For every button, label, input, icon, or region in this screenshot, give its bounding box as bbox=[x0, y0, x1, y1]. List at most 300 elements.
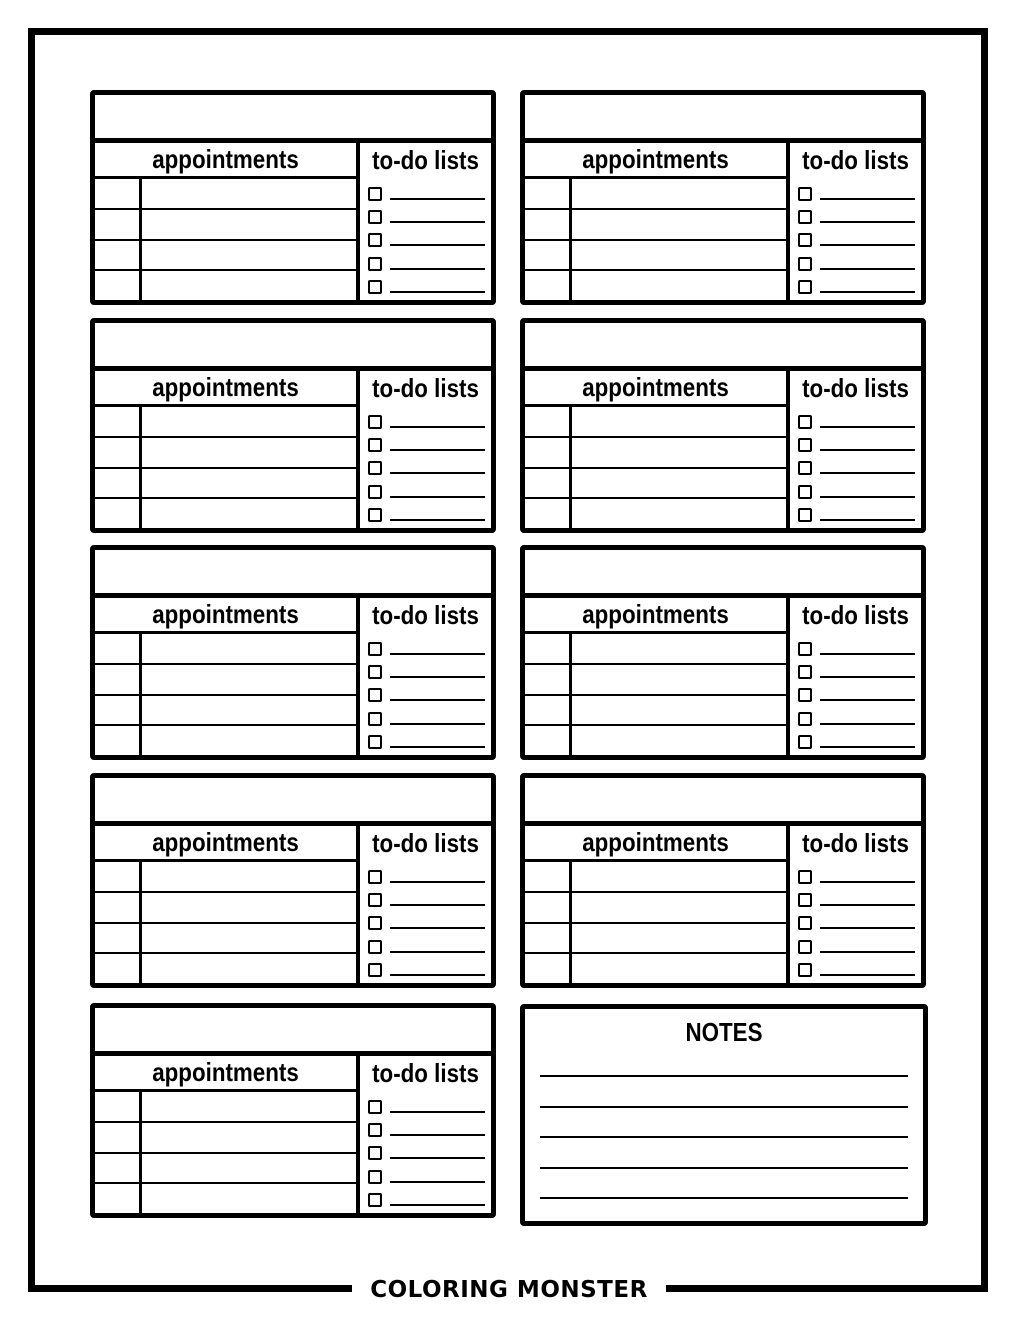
appointments-table bbox=[525, 407, 790, 528]
todo-write-line[interactable] bbox=[390, 291, 485, 293]
card-title-field[interactable] bbox=[95, 323, 491, 371]
appointment-description-cell[interactable] bbox=[572, 241, 786, 270]
checkbox-icon[interactable] bbox=[798, 461, 812, 475]
appointments-table bbox=[95, 407, 360, 528]
appointments-table bbox=[95, 862, 360, 983]
appointment-description-cell[interactable] bbox=[142, 726, 356, 755]
appointment-row bbox=[95, 665, 356, 696]
card-title-field[interactable] bbox=[525, 95, 921, 143]
appointments-table bbox=[525, 179, 790, 300]
todo-list bbox=[360, 179, 491, 300]
todo-item bbox=[798, 933, 915, 955]
appointment-time-cell[interactable] bbox=[95, 469, 142, 498]
checkbox-icon[interactable] bbox=[368, 210, 382, 224]
todo-label: to-do lists bbox=[372, 600, 479, 630]
appointment-description-cell[interactable] bbox=[572, 407, 786, 436]
checkbox-icon[interactable] bbox=[368, 233, 382, 247]
todo-write-line[interactable] bbox=[390, 1134, 485, 1136]
todo-item bbox=[798, 226, 915, 248]
checkbox-icon[interactable] bbox=[368, 415, 382, 429]
appointment-description-cell[interactable] bbox=[142, 241, 356, 270]
appointment-time-cell[interactable] bbox=[95, 499, 142, 528]
planner-card bbox=[90, 318, 496, 533]
appointment-time-cell[interactable] bbox=[95, 726, 142, 755]
appointments-table bbox=[525, 634, 790, 755]
appointment-description-cell[interactable] bbox=[142, 438, 356, 467]
checkbox-icon[interactable] bbox=[368, 916, 382, 930]
todo-item bbox=[368, 863, 485, 885]
appointment-time-cell[interactable] bbox=[525, 271, 572, 300]
appointment-time-cell[interactable] bbox=[95, 179, 142, 208]
appointments-label: appointments bbox=[582, 372, 729, 402]
checkbox-icon[interactable] bbox=[368, 735, 382, 749]
appointments-label: appointments bbox=[582, 144, 729, 174]
appointments-table bbox=[95, 1092, 360, 1213]
todo-write-line[interactable] bbox=[390, 472, 485, 474]
appointment-row bbox=[525, 210, 786, 241]
todo-item bbox=[368, 431, 485, 453]
todo-item bbox=[798, 681, 915, 703]
appointment-row bbox=[525, 469, 786, 500]
todo-write-line[interactable] bbox=[820, 291, 915, 293]
todo-label: to-do lists bbox=[802, 145, 909, 175]
appointment-description-cell[interactable] bbox=[572, 438, 786, 467]
checkbox-icon[interactable] bbox=[798, 280, 812, 294]
todo-write-line[interactable] bbox=[820, 974, 915, 976]
checkbox-icon[interactable] bbox=[368, 1100, 382, 1114]
appointment-row bbox=[95, 893, 356, 924]
checkbox-icon[interactable] bbox=[368, 642, 382, 656]
todo-write-line[interactable] bbox=[390, 1204, 485, 1206]
appointment-time-cell[interactable] bbox=[525, 499, 572, 528]
todo-item bbox=[798, 728, 915, 750]
appointment-time-cell[interactable] bbox=[525, 696, 572, 725]
brand-logo: COLORING MONSTER bbox=[370, 1277, 648, 1303]
appointment-time-cell[interactable] bbox=[95, 407, 142, 436]
appointment-row bbox=[525, 696, 786, 727]
appointments-label: appointments bbox=[152, 827, 299, 857]
checkbox-icon[interactable] bbox=[798, 688, 812, 702]
todo-item bbox=[368, 273, 485, 295]
appointment-row bbox=[95, 634, 356, 665]
appointments-table bbox=[525, 862, 790, 983]
todo-write-line[interactable] bbox=[390, 449, 485, 451]
appointments-table bbox=[95, 179, 360, 300]
appointment-row bbox=[525, 726, 786, 755]
todo-write-line[interactable] bbox=[390, 221, 485, 223]
appointment-time-cell[interactable] bbox=[95, 438, 142, 467]
appointment-row bbox=[95, 1092, 356, 1123]
todo-write-line[interactable] bbox=[820, 472, 915, 474]
checkbox-icon[interactable] bbox=[368, 257, 382, 271]
checkbox-icon[interactable] bbox=[368, 1123, 382, 1137]
appointment-row bbox=[525, 179, 786, 210]
appointment-row bbox=[95, 469, 356, 500]
todo-write-line[interactable] bbox=[820, 699, 915, 701]
notes-write-line[interactable] bbox=[540, 1106, 908, 1108]
todo-item bbox=[368, 681, 485, 703]
todo-list bbox=[360, 1092, 491, 1213]
appointment-time-cell[interactable] bbox=[95, 665, 142, 694]
todo-item bbox=[368, 1139, 485, 1161]
notes-title: NOTES bbox=[685, 1017, 763, 1047]
todo-write-line[interactable] bbox=[390, 699, 485, 701]
appointments-label: appointments bbox=[582, 599, 729, 629]
todo-item bbox=[798, 273, 915, 295]
todo-label: to-do lists bbox=[802, 600, 909, 630]
checkbox-icon[interactable] bbox=[798, 642, 812, 656]
checkbox-icon[interactable] bbox=[368, 665, 382, 679]
appointment-description-cell[interactable] bbox=[142, 1092, 356, 1121]
appointment-row bbox=[525, 924, 786, 955]
checkbox-icon[interactable] bbox=[798, 233, 812, 247]
todo-item bbox=[368, 501, 485, 523]
appointment-time-cell[interactable] bbox=[525, 862, 572, 891]
checkbox-icon[interactable] bbox=[798, 893, 812, 907]
appointment-time-cell[interactable] bbox=[95, 696, 142, 725]
notes-write-line[interactable] bbox=[540, 1197, 908, 1199]
todo-write-line[interactable] bbox=[390, 519, 485, 521]
todo-item bbox=[368, 886, 485, 908]
todo-item bbox=[368, 203, 485, 225]
appointment-time-cell[interactable] bbox=[95, 954, 142, 983]
appointment-time-cell[interactable] bbox=[95, 924, 142, 953]
appointment-time-cell[interactable] bbox=[525, 210, 572, 239]
todo-item bbox=[798, 635, 915, 657]
appointment-description-cell[interactable] bbox=[572, 665, 786, 694]
todo-write-line[interactable] bbox=[820, 746, 915, 748]
appointment-time-cell[interactable] bbox=[525, 241, 572, 270]
checkbox-icon[interactable] bbox=[798, 916, 812, 930]
todo-label: to-do lists bbox=[372, 373, 479, 403]
appointment-time-cell[interactable] bbox=[95, 1154, 142, 1183]
todo-write-line[interactable] bbox=[820, 904, 915, 906]
todo-write-line[interactable] bbox=[390, 1181, 485, 1183]
todo-item bbox=[798, 956, 915, 978]
todo-write-line[interactable] bbox=[820, 676, 915, 678]
appointment-row bbox=[95, 1154, 356, 1185]
todo-item bbox=[798, 203, 915, 225]
checkbox-icon[interactable] bbox=[368, 963, 382, 977]
appointment-description-cell[interactable] bbox=[142, 893, 356, 922]
appointment-time-cell[interactable] bbox=[95, 241, 142, 270]
appointments-header bbox=[95, 598, 360, 634]
todo-item bbox=[368, 454, 485, 476]
checkbox-icon[interactable] bbox=[368, 1146, 382, 1160]
appointment-row bbox=[95, 726, 356, 755]
checkbox-icon[interactable] bbox=[368, 508, 382, 522]
appointment-description-cell[interactable] bbox=[142, 179, 356, 208]
appointment-description-cell[interactable] bbox=[142, 1184, 356, 1213]
todo-item bbox=[798, 454, 915, 476]
todo-write-line[interactable] bbox=[820, 951, 915, 953]
appointment-time-cell[interactable] bbox=[525, 469, 572, 498]
appointment-row bbox=[95, 271, 356, 300]
todo-write-line[interactable] bbox=[820, 723, 915, 725]
appointment-time-cell[interactable] bbox=[95, 1123, 142, 1152]
appointment-row bbox=[95, 241, 356, 272]
todo-write-line[interactable] bbox=[390, 496, 485, 498]
card-title-field[interactable] bbox=[525, 323, 921, 371]
appointments-table bbox=[95, 634, 360, 755]
todo-write-line[interactable] bbox=[820, 519, 915, 521]
appointment-description-cell[interactable] bbox=[142, 271, 356, 300]
todo-write-line[interactable] bbox=[390, 244, 485, 246]
checkbox-icon[interactable] bbox=[368, 438, 382, 452]
notes-write-line[interactable] bbox=[540, 1136, 908, 1138]
appointment-description-cell[interactable] bbox=[142, 924, 356, 953]
appointment-time-cell[interactable] bbox=[525, 407, 572, 436]
todo-item bbox=[368, 909, 485, 931]
todo-write-line[interactable] bbox=[390, 676, 485, 678]
appointment-row bbox=[95, 438, 356, 469]
appointment-description-cell[interactable] bbox=[142, 696, 356, 725]
checkbox-icon[interactable] bbox=[368, 940, 382, 954]
checkbox-icon[interactable] bbox=[798, 665, 812, 679]
checkbox-icon[interactable] bbox=[798, 712, 812, 726]
appointment-row bbox=[95, 210, 356, 241]
appointment-time-cell[interactable] bbox=[95, 862, 142, 891]
checkbox-icon[interactable] bbox=[798, 870, 812, 884]
appointment-time-cell[interactable] bbox=[525, 893, 572, 922]
appointment-row bbox=[525, 438, 786, 469]
appointment-row bbox=[95, 179, 356, 210]
appointment-description-cell[interactable] bbox=[142, 1123, 356, 1152]
appointment-description-cell[interactable] bbox=[572, 696, 786, 725]
appointment-row bbox=[525, 407, 786, 438]
appointment-time-cell[interactable] bbox=[525, 634, 572, 663]
todo-write-line[interactable] bbox=[820, 198, 915, 200]
checkbox-icon[interactable] bbox=[368, 688, 382, 702]
appointment-row bbox=[95, 924, 356, 955]
appointment-description-cell[interactable] bbox=[142, 499, 356, 528]
todo-label: to-do lists bbox=[372, 145, 479, 175]
todo-write-line[interactable] bbox=[390, 653, 485, 655]
todo-write-line[interactable] bbox=[390, 974, 485, 976]
checkbox-icon[interactable] bbox=[798, 187, 812, 201]
card-title-field[interactable] bbox=[95, 550, 491, 598]
planner-card bbox=[90, 773, 496, 988]
checkbox-icon[interactable] bbox=[368, 485, 382, 499]
appointment-description-cell[interactable] bbox=[572, 210, 786, 239]
appointment-row bbox=[525, 862, 786, 893]
appointment-description-cell[interactable] bbox=[572, 924, 786, 953]
appointment-row bbox=[95, 862, 356, 893]
appointment-description-cell[interactable] bbox=[572, 271, 786, 300]
todo-item bbox=[798, 408, 915, 430]
todo-item bbox=[368, 705, 485, 727]
appointments-label: appointments bbox=[152, 599, 299, 629]
todo-label: to-do lists bbox=[372, 828, 479, 858]
appointments-header bbox=[95, 371, 360, 407]
appointments-label: appointments bbox=[152, 372, 299, 402]
todo-item bbox=[798, 863, 915, 885]
appointment-description-cell[interactable] bbox=[572, 179, 786, 208]
planner-card bbox=[520, 318, 926, 533]
todo-item bbox=[368, 226, 485, 248]
todo-item bbox=[798, 501, 915, 523]
todo-write-line[interactable] bbox=[390, 881, 485, 883]
appointment-description-cell[interactable] bbox=[572, 954, 786, 983]
appointment-description-cell[interactable] bbox=[572, 499, 786, 528]
todo-write-line[interactable] bbox=[820, 449, 915, 451]
todo-item bbox=[368, 250, 485, 272]
checkbox-icon[interactable] bbox=[798, 438, 812, 452]
todo-list bbox=[790, 862, 921, 983]
card-title-field[interactable] bbox=[525, 778, 921, 826]
todo-write-line[interactable] bbox=[390, 951, 485, 953]
todo-item bbox=[798, 909, 915, 931]
notes-write-line[interactable] bbox=[540, 1167, 908, 1169]
appointment-time-cell[interactable] bbox=[95, 210, 142, 239]
todo-item bbox=[798, 250, 915, 272]
todo-write-line[interactable] bbox=[390, 904, 485, 906]
todo-item bbox=[798, 705, 915, 727]
appointment-time-cell[interactable] bbox=[525, 179, 572, 208]
todo-list bbox=[360, 407, 491, 528]
todo-list bbox=[790, 407, 921, 528]
todo-write-line[interactable] bbox=[820, 496, 915, 498]
appointment-description-cell[interactable] bbox=[572, 893, 786, 922]
todo-write-line[interactable] bbox=[390, 723, 485, 725]
todo-write-line[interactable] bbox=[390, 746, 485, 748]
appointment-time-cell[interactable] bbox=[525, 726, 572, 755]
todo-write-line[interactable] bbox=[390, 1157, 485, 1159]
appointments-label: appointments bbox=[582, 827, 729, 857]
todo-item bbox=[368, 728, 485, 750]
checkbox-icon[interactable] bbox=[798, 940, 812, 954]
todo-item bbox=[368, 408, 485, 430]
planner-card bbox=[520, 90, 926, 305]
checkbox-icon[interactable] bbox=[798, 963, 812, 977]
appointment-description-cell[interactable] bbox=[142, 1154, 356, 1183]
todo-item bbox=[368, 1186, 485, 1208]
appointment-time-cell[interactable] bbox=[525, 665, 572, 694]
todo-item bbox=[368, 956, 485, 978]
checkbox-icon[interactable] bbox=[798, 735, 812, 749]
checkbox-icon[interactable] bbox=[798, 508, 812, 522]
todo-item bbox=[368, 180, 485, 202]
todo-item bbox=[368, 658, 485, 680]
todo-write-line[interactable] bbox=[820, 268, 915, 270]
todo-item bbox=[368, 1163, 485, 1185]
todo-write-line[interactable] bbox=[820, 927, 915, 929]
appointment-time-cell[interactable] bbox=[525, 438, 572, 467]
checkbox-icon[interactable] bbox=[368, 712, 382, 726]
checkbox-icon[interactable] bbox=[798, 210, 812, 224]
todo-item bbox=[368, 1093, 485, 1115]
todo-write-line[interactable] bbox=[820, 244, 915, 246]
appointment-time-cell[interactable] bbox=[95, 1092, 142, 1121]
appointment-description-cell[interactable] bbox=[142, 210, 356, 239]
planner-card bbox=[520, 773, 926, 988]
planner-card bbox=[90, 545, 496, 760]
appointment-row bbox=[525, 665, 786, 696]
checkbox-icon[interactable] bbox=[368, 461, 382, 475]
checkbox-icon[interactable] bbox=[798, 257, 812, 271]
appointment-row bbox=[95, 1123, 356, 1154]
todo-label: to-do lists bbox=[372, 1058, 479, 1088]
appointment-description-cell[interactable] bbox=[142, 954, 356, 983]
appointment-description-cell[interactable] bbox=[572, 469, 786, 498]
todo-list bbox=[790, 634, 921, 755]
checkbox-icon[interactable] bbox=[798, 415, 812, 429]
appointment-time-cell[interactable] bbox=[95, 1184, 142, 1213]
checkbox-icon[interactable] bbox=[368, 1193, 382, 1207]
checkbox-icon[interactable] bbox=[368, 870, 382, 884]
todo-label: to-do lists bbox=[802, 373, 909, 403]
todo-write-line[interactable] bbox=[390, 198, 485, 200]
card-title-field[interactable] bbox=[525, 550, 921, 598]
appointment-time-cell[interactable] bbox=[525, 954, 572, 983]
appointment-time-cell[interactable] bbox=[95, 634, 142, 663]
appointment-row bbox=[525, 271, 786, 300]
appointment-time-cell[interactable] bbox=[95, 893, 142, 922]
appointment-time-cell[interactable] bbox=[95, 271, 142, 300]
checkbox-icon[interactable] bbox=[368, 1170, 382, 1184]
appointments-label: appointments bbox=[152, 144, 299, 174]
todo-item bbox=[798, 180, 915, 202]
appointment-row bbox=[525, 499, 786, 528]
todo-item bbox=[798, 886, 915, 908]
appointments-header bbox=[95, 143, 360, 179]
todo-write-line[interactable] bbox=[390, 426, 485, 428]
appointment-description-cell[interactable] bbox=[142, 665, 356, 694]
appointments-header bbox=[95, 1056, 360, 1092]
checkbox-icon[interactable] bbox=[368, 187, 382, 201]
todo-list bbox=[360, 862, 491, 983]
appointment-row bbox=[525, 634, 786, 665]
checkbox-icon[interactable] bbox=[798, 485, 812, 499]
notes-card bbox=[520, 1004, 928, 1226]
card-title-field[interactable] bbox=[95, 1008, 491, 1056]
todo-write-line[interactable] bbox=[390, 1111, 485, 1113]
appointment-description-cell[interactable] bbox=[142, 469, 356, 498]
appointments-header bbox=[525, 598, 790, 634]
todo-list bbox=[360, 634, 491, 755]
todo-write-line[interactable] bbox=[820, 881, 915, 883]
appointment-description-cell[interactable] bbox=[142, 634, 356, 663]
todo-write-line[interactable] bbox=[390, 927, 485, 929]
appointment-row bbox=[95, 407, 356, 438]
planner-card bbox=[90, 1003, 496, 1218]
appointments-header bbox=[525, 143, 790, 179]
planner-card bbox=[90, 90, 496, 305]
checkbox-icon[interactable] bbox=[368, 893, 382, 907]
card-title-field[interactable] bbox=[95, 778, 491, 826]
appointment-description-cell[interactable] bbox=[572, 726, 786, 755]
appointment-description-cell[interactable] bbox=[142, 862, 356, 891]
appointments-header bbox=[95, 826, 360, 862]
planner-card bbox=[520, 545, 926, 760]
notes-write-line[interactable] bbox=[540, 1075, 908, 1077]
checkbox-icon[interactable] bbox=[368, 280, 382, 294]
todo-write-line[interactable] bbox=[820, 221, 915, 223]
todo-label: to-do lists bbox=[802, 828, 909, 858]
todo-write-line[interactable] bbox=[390, 268, 485, 270]
todo-list bbox=[790, 179, 921, 300]
appointment-description-cell[interactable] bbox=[572, 634, 786, 663]
appointment-row bbox=[525, 954, 786, 983]
appointment-description-cell[interactable] bbox=[572, 862, 786, 891]
appointments-header bbox=[525, 371, 790, 407]
appointment-time-cell[interactable] bbox=[525, 924, 572, 953]
appointment-row bbox=[525, 893, 786, 924]
appointment-description-cell[interactable] bbox=[142, 407, 356, 436]
card-title-field[interactable] bbox=[95, 95, 491, 143]
todo-write-line[interactable] bbox=[820, 426, 915, 428]
todo-write-line[interactable] bbox=[820, 653, 915, 655]
